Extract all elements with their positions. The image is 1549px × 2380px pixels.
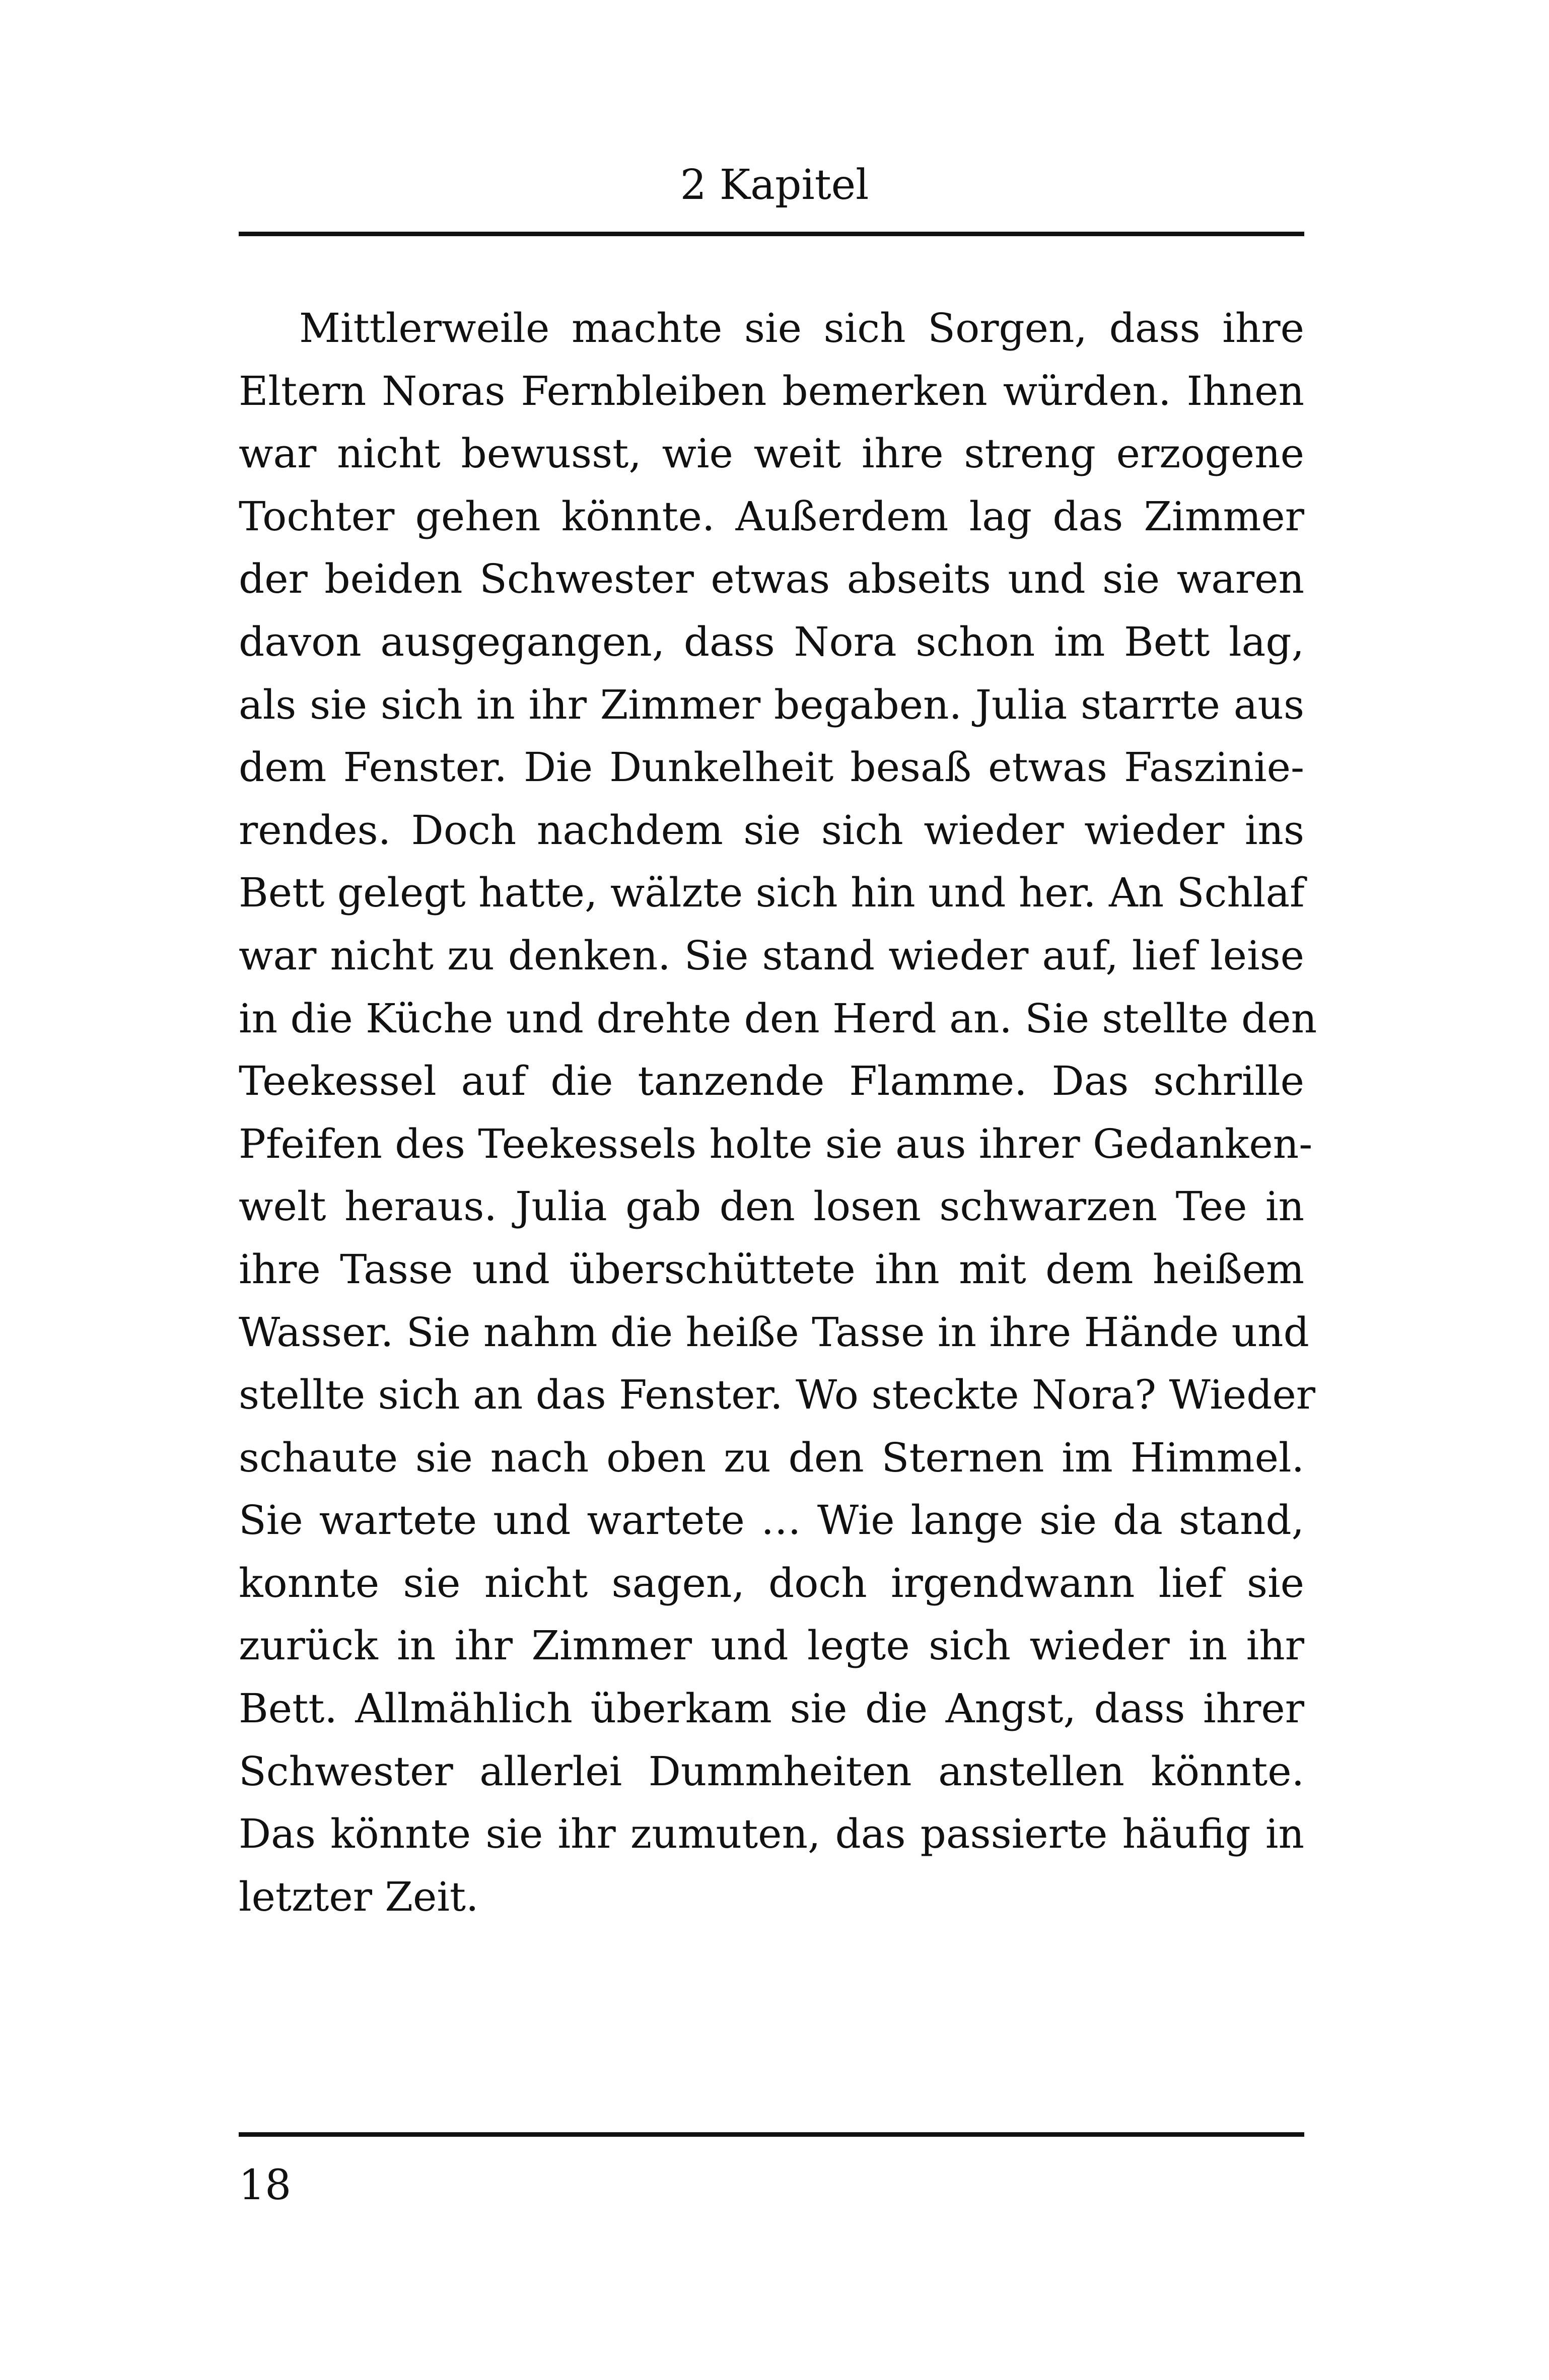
text-line: als sie sich in ihr Zimmer begaben. Julia starrte aus bbox=[239, 681, 1304, 728]
text-line: Mittlerweile machte sie sich Sorgen, dass ihre bbox=[299, 305, 1304, 352]
body-paragraph bbox=[239, 297, 1317, 1928]
text-line: welt heraus. Julia gab den losen schwarzen Tee in bbox=[239, 1183, 1304, 1230]
text-line: letzter Zeit. bbox=[239, 1873, 479, 1920]
text-line: ihre Tasse und überschüttete ihn mit dem heißem bbox=[239, 1245, 1304, 1293]
text-line: war nicht bewusst, wie weit ihre streng erzogene bbox=[239, 430, 1304, 477]
text-line: Teekessel auf die tanzende Flamme. Das schrille bbox=[239, 1058, 1304, 1105]
text-line: konnte sie nicht sagen, doch irgendwann lief sie bbox=[239, 1559, 1304, 1606]
text-line: Schwester allerlei Dummheiten anstellen könnte. bbox=[239, 1747, 1304, 1795]
text-line: zurück in ihr Zimmer und legte sich wieder in ihr bbox=[239, 1622, 1304, 1669]
text-line: der beiden Schwester etwas abseits und sie waren bbox=[239, 555, 1304, 603]
text-line: schaute sie nach oben zu den Sternen im Himmel. bbox=[239, 1434, 1304, 1481]
running-header-title: 2 Kapitel bbox=[680, 161, 869, 209]
text-line: Wasser. Sie nahm die heiße Tasse in ihre Hände und bbox=[239, 1308, 1309, 1356]
text-line: Bett gelegt hatte, wälzte sich hin und her. An Schlaf bbox=[239, 869, 1305, 917]
text-line: Tochter gehen könnte. Außerdem lag das Zimmer bbox=[239, 493, 1304, 540]
text-line: Eltern Noras Fernbleiben bemerken würden. Ihnen bbox=[239, 367, 1304, 414]
text-line: Bett. Allmählich überkam sie die Angst, dass ihrer bbox=[239, 1685, 1304, 1732]
page-number: 18 bbox=[239, 2161, 292, 2209]
text-line: Sie wartete und wartete … Wie lange sie da stand, bbox=[239, 1497, 1304, 1544]
text-line: in die Küche und drehte den Herd an. Sie stellte den bbox=[239, 995, 1317, 1042]
text-line: Das könnte sie ihr zumuten, das passierte häufig in bbox=[239, 1810, 1304, 1858]
text-line: Pfeifen des Teekessels holte sie aus ihrer Gedanken- bbox=[239, 1120, 1313, 1167]
footer-divider bbox=[239, 2132, 1304, 2137]
text-line: dem Fenster. Die Dunkelheit besaß etwas Faszinie- bbox=[239, 744, 1304, 791]
header-divider bbox=[239, 232, 1304, 236]
text-line: war nicht zu denken. Sie stand wieder auf, lief leise bbox=[239, 932, 1304, 979]
text-line: rendes. Doch nachdem sie sich wieder wieder ins bbox=[239, 806, 1304, 854]
text-line: stellte sich an das Fenster. Wo steckte Nora? Wieder bbox=[239, 1371, 1316, 1419]
text-line: davon ausgegangen, dass Nora schon im Bett lag, bbox=[239, 618, 1304, 665]
